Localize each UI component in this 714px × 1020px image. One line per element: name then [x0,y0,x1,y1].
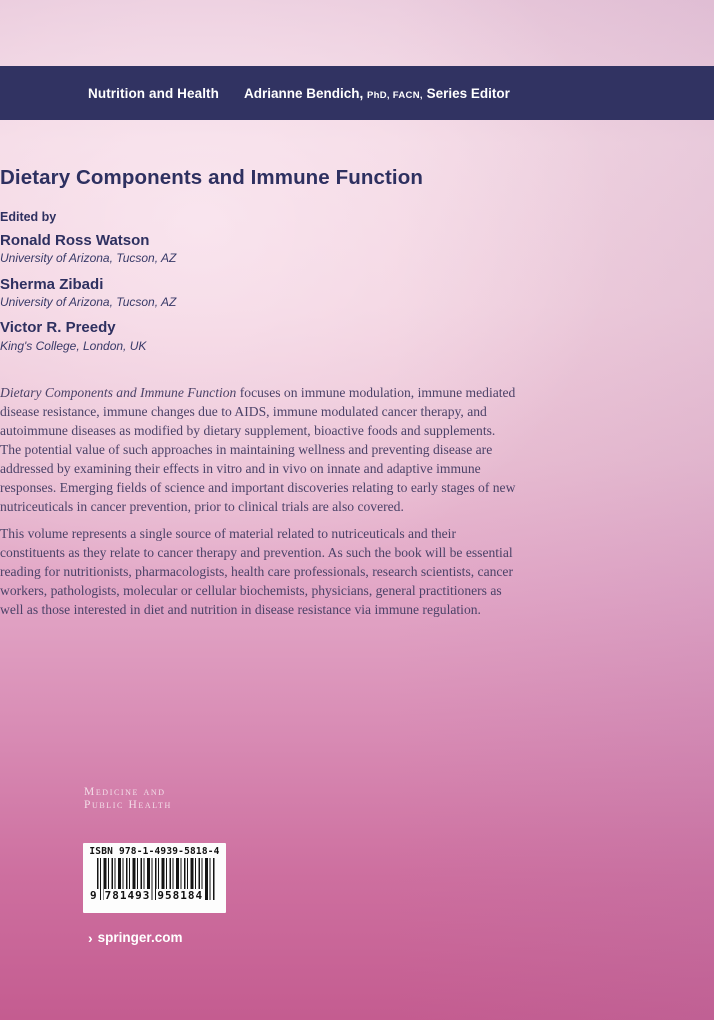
series-header-band [0,66,714,120]
series-title: Nutrition and Health [88,85,219,101]
series-editor-role: Series Editor [426,85,510,101]
barcode-digit-group: 9 [90,889,98,902]
edited-by-label: Edited by [0,210,57,224]
publisher-footer [88,930,182,945]
publisher-website: springer.com [97,930,183,945]
editor-affiliation: University of Arizona, Tucson, AZ [0,251,177,266]
imprint-line-2: Public Health [84,799,172,811]
description-paragraph-1 [0,383,516,516]
book-title: Dietary Components and Immune Function [0,166,423,189]
imprint-label [84,786,172,812]
editors-list [0,231,420,362]
series-editor-name: Adrianne Bendich, [244,85,364,101]
editor-entry [0,275,420,310]
isbn-label: ISBN 978-1-4939-5818-4 [89,846,220,857]
editor-affiliation: King's College, London, UK [0,338,147,353]
editor-name: Victor R. Preedy [0,319,116,337]
description-paragraph-1-rest: focuses on immune modulation, immune mediated disease resistance, immune changes due to AIDS, immune modulated cancer therapy, and autoimmune diseases as modified by dietary supplement, bioactive foods and supplements. The potential value of such approaches in maintaining wellness and preventing disease are addressed by examining their effects in vitro and in vivo on innate and adaptive immune responses. Emerging fields of science and important discoveries relating to early stages of new nutriceuticals in cancer prevention, prior to clinical trials are also covered. [0,385,516,514]
editor-affiliation: University of Arizona, Tucson, AZ [0,294,177,309]
imprint-line-1: Medicine and [84,786,166,798]
editor-entry [0,231,420,266]
barcode-digits [83,889,226,902]
editor-entry [0,318,420,353]
series-editor-credentials: PhD, FACN, [367,89,423,101]
isbn-barcode [83,843,226,913]
barcode-digit-group: 781493 [104,889,151,902]
series-editor-line [244,86,510,101]
chevron-icon: › [88,929,93,946]
editor-name: Ronald Ross Watson [0,232,150,249]
description-title-italic: Dietary Components and Immune Function [0,385,237,400]
barcode-digit-group: 958184 [157,889,204,902]
description-paragraph-2: This volume represents a single source of material related to nutriceuticals and their constituents as they relate to cancer therapy and prevention. As such the book will be essential reading for nutritionists, pharmacologists, health care professionals, research scientists, cancer workers, pathologists, molecular or cellular biochemists, physicians, general practitioners as well as those interested in diet and nutrition in disease resistance via immune regulation. [0,526,513,617]
description [0,383,516,627]
editor-name: Sherma Zibadi [0,275,104,293]
